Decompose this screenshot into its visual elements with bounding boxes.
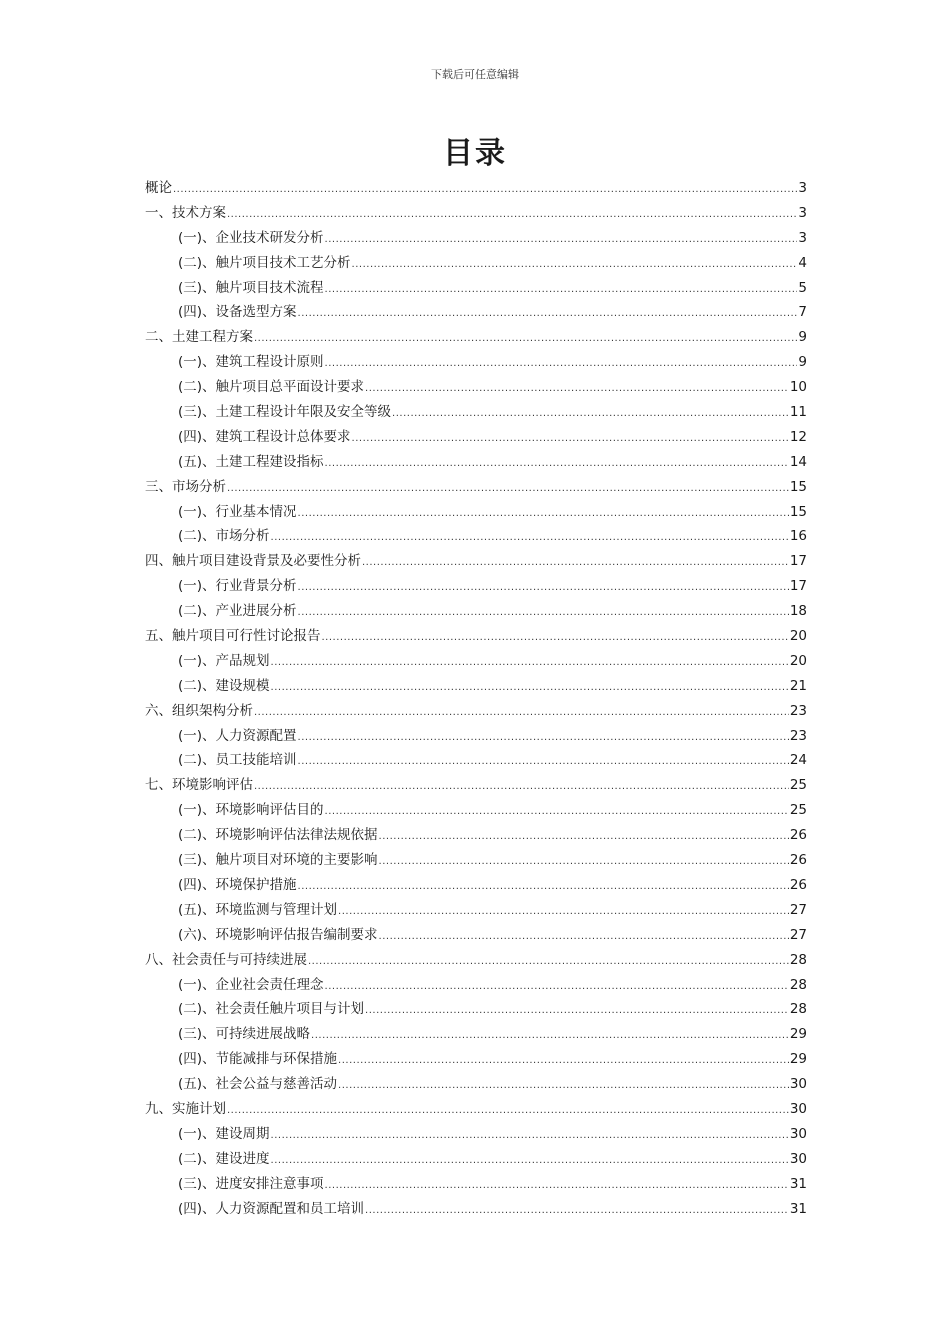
toc-entry[interactable]	[145, 300, 807, 325]
toc-dot-leader	[325, 278, 798, 303]
toc-entry-page-number: 16	[789, 528, 807, 545]
toc-dot-leader	[227, 1099, 789, 1124]
toc-entry-label: (三)、土建工程设计年限及安全等级	[178, 404, 392, 421]
toc-entry-page-number: 3	[798, 229, 807, 246]
toc-entry[interactable]	[145, 973, 807, 998]
toc-dot-leader	[325, 452, 789, 477]
toc-entry[interactable]	[145, 176, 807, 201]
toc-entry-label: (一)、行业基本情况	[178, 503, 297, 520]
toc-entry-page-number: 30	[789, 1100, 807, 1117]
toc-dot-leader	[352, 253, 798, 278]
toc-dot-leader	[271, 1124, 789, 1149]
toc-dot-leader	[298, 875, 789, 900]
toc-entry[interactable]	[145, 823, 807, 848]
toc-entry-label: 三、市场分析	[145, 478, 226, 495]
toc-entry-page-number: 17	[789, 578, 807, 595]
toc-entry[interactable]	[145, 798, 807, 823]
toc-dot-leader	[271, 651, 789, 676]
toc-entry-label: (一)、建筑工程设计原则	[178, 354, 324, 371]
toc-entry-label: (二)、建设规模	[178, 677, 270, 694]
toc-dot-leader	[227, 203, 797, 228]
toc-entry-page-number: 25	[789, 802, 807, 819]
toc-entry-label: (一)、人力资源配置	[178, 727, 297, 744]
toc-entry[interactable]	[145, 400, 807, 425]
toc-entry-page-number: 23	[789, 727, 807, 744]
toc-dot-leader	[227, 477, 789, 502]
toc-dot-leader	[379, 825, 789, 850]
toc-entry[interactable]	[145, 1022, 807, 1047]
toc-entry-label: 概论	[145, 180, 172, 196]
toc-entry-page-number: 24	[789, 752, 807, 769]
toc-entry[interactable]	[145, 574, 807, 599]
toc-entry-label: (二)、员工技能培训	[178, 752, 297, 769]
toc-dot-leader	[379, 925, 789, 950]
toc-entry-label: (五)、社会公益与慈善活动	[178, 1076, 338, 1093]
toc-entry-label: (三)、触片项目对环境的主要影响	[178, 852, 378, 869]
toc-entry-page-number: 3	[798, 180, 807, 196]
toc-entry[interactable]	[145, 1197, 807, 1222]
toc-entry-label: (四)、环境保护措施	[178, 876, 297, 893]
toc-dot-leader	[325, 228, 798, 253]
toc-dot-leader	[308, 950, 789, 975]
toc-entry-label: (三)、触片项目技术流程	[178, 279, 324, 296]
toc-entry-label: 五、触片项目可行性讨论报告	[145, 628, 321, 645]
toc-dot-leader	[254, 775, 789, 800]
toc-dot-leader	[271, 526, 789, 551]
toc-entry-page-number: 5	[798, 279, 807, 296]
toc-entry-label: 八、社会责任与可持续进展	[145, 951, 307, 968]
toc-dot-leader	[311, 1024, 789, 1049]
toc-entry[interactable]	[145, 425, 807, 450]
toc-entry-label: (三)、进度安排注意事项	[178, 1175, 324, 1192]
toc-entry-page-number: 31	[789, 1200, 807, 1217]
toc-entry-label: (四)、人力资源配置和员工培训	[178, 1200, 365, 1217]
toc-entry-label: (三)、可持续进展战略	[178, 1026, 311, 1043]
toc-entry-label: (二)、环境影响评估法律法规依据	[178, 827, 378, 844]
toc-entry[interactable]	[145, 873, 807, 898]
toc-entry[interactable]	[145, 1147, 807, 1172]
toc-entry-page-number: 9	[798, 354, 807, 371]
toc-dot-leader	[325, 975, 789, 1000]
toc-dot-leader	[271, 1149, 789, 1174]
toc-entry-label: (二)、市场分析	[178, 528, 270, 545]
toc-entry[interactable]	[145, 1047, 807, 1072]
toc-entry[interactable]	[145, 226, 807, 251]
toc-dot-leader	[254, 327, 797, 352]
toc-entry-page-number: 3	[798, 204, 807, 221]
toc-entry[interactable]	[145, 549, 807, 574]
toc-dot-leader	[325, 800, 789, 825]
toc-entry[interactable]	[145, 674, 807, 699]
toc-dot-leader	[298, 750, 789, 775]
toc-entry-page-number: 20	[789, 652, 807, 669]
toc-entry[interactable]	[145, 450, 807, 475]
toc-entry-page-number: 27	[789, 901, 807, 918]
toc-entry[interactable]	[145, 524, 807, 549]
toc-entry-label: (一)、建设周期	[178, 1125, 270, 1142]
toc-entry-page-number: 4	[798, 254, 807, 271]
toc-entry-label: 一、技术方案	[145, 204, 226, 221]
toc-dot-leader	[365, 377, 789, 402]
toc-entry-page-number: 7	[798, 304, 807, 321]
toc-entry[interactable]	[145, 350, 807, 375]
toc-entry-page-number: 17	[789, 553, 807, 570]
toc-entry-page-number: 28	[789, 976, 807, 993]
toc-dot-leader	[298, 726, 789, 751]
toc-entry[interactable]	[145, 848, 807, 873]
toc-entry-page-number: 15	[789, 503, 807, 520]
toc-entry-label: 七、环境影响评估	[145, 777, 253, 794]
toc-entry-label: (四)、设备选型方案	[178, 304, 297, 321]
toc-dot-leader	[365, 1199, 789, 1224]
toc-entry-label: (二)、触片项目技术工艺分析	[178, 254, 351, 271]
toc-dot-leader	[298, 601, 789, 626]
toc-dot-leader	[298, 502, 789, 527]
toc-entry-label: (一)、企业社会责任理念	[178, 976, 324, 993]
page-header: 下载后可任意编辑	[431, 68, 519, 81]
toc-dot-leader	[338, 900, 789, 925]
toc-entry-label: 四、触片项目建设背景及必要性分析	[145, 553, 361, 570]
toc-entry[interactable]	[145, 325, 807, 350]
toc-entry[interactable]	[145, 923, 807, 948]
toc-entry[interactable]	[145, 898, 807, 923]
toc-entry-page-number: 29	[789, 1026, 807, 1043]
toc-entry-page-number: 26	[789, 852, 807, 869]
toc-entry-label: 六、组织架构分析	[145, 702, 253, 719]
toc-entry-label: (四)、建筑工程设计总体要求	[178, 428, 351, 445]
toc-entry-page-number: 28	[789, 1001, 807, 1018]
toc-entry[interactable]	[145, 1097, 807, 1122]
toc-entry-label: (二)、社会责任触片项目与计划	[178, 1001, 365, 1018]
toc-entry-page-number: 11	[789, 404, 807, 421]
toc-entry-label: (二)、触片项目总平面设计要求	[178, 379, 365, 396]
toc-entry-label: (五)、环境监测与管理计划	[178, 901, 338, 918]
toc-entry-label: (四)、节能减排与环保措施	[178, 1051, 338, 1068]
toc-entry-page-number: 28	[789, 951, 807, 968]
toc-entry[interactable]	[145, 276, 807, 301]
toc-entry-page-number: 21	[789, 677, 807, 694]
toc-entry-label: (五)、土建工程建设指标	[178, 453, 324, 470]
toc-entry-page-number: 25	[789, 777, 807, 794]
toc-entry[interactable]	[145, 724, 807, 749]
toc-dot-leader	[322, 626, 789, 651]
toc-entry-page-number: 30	[789, 1150, 807, 1167]
toc-dot-leader	[352, 427, 789, 452]
toc-entry-page-number: 18	[789, 603, 807, 620]
toc-entry-page-number: 9	[798, 329, 807, 346]
toc-dot-leader	[392, 402, 789, 427]
toc-dot-leader	[325, 1174, 789, 1199]
toc-entry-page-number: 12	[789, 428, 807, 445]
toc-entry[interactable]	[145, 500, 807, 525]
toc-dot-leader	[365, 999, 789, 1024]
toc-entry[interactable]	[145, 699, 807, 724]
toc-entry[interactable]	[145, 997, 807, 1022]
toc-entry-page-number: 20	[789, 628, 807, 645]
toc-dot-leader	[298, 576, 789, 601]
toc-entry[interactable]	[145, 251, 807, 276]
toc-entry-label: (一)、环境影响评估目的	[178, 802, 324, 819]
toc-dot-leader	[298, 302, 798, 327]
toc-entry-page-number: 26	[789, 827, 807, 844]
toc-entry-page-number: 15	[789, 478, 807, 495]
toc-dot-leader	[325, 352, 798, 377]
toc-entry[interactable]	[145, 475, 807, 500]
toc-dot-leader	[379, 850, 789, 875]
toc-entry-label: (一)、企业技术研发分析	[178, 229, 324, 246]
toc-entry-label: (二)、产业进展分析	[178, 603, 297, 620]
toc-entry[interactable]	[145, 375, 807, 400]
page-title: 目录	[443, 136, 507, 171]
toc-entry-label: 二、土建工程方案	[145, 329, 253, 346]
toc-entry-label: (一)、产品规划	[178, 652, 270, 669]
toc-dot-leader	[254, 701, 789, 726]
toc-entry[interactable]	[145, 948, 807, 973]
toc-entry[interactable]	[145, 1172, 807, 1197]
toc-entry-page-number: 23	[789, 702, 807, 719]
toc-entry-label: (一)、行业背景分析	[178, 578, 297, 595]
toc-entry-page-number: 30	[789, 1076, 807, 1093]
toc-dot-leader	[173, 178, 797, 203]
toc-entry-page-number: 14	[789, 453, 807, 470]
toc-entry[interactable]	[145, 1072, 807, 1097]
toc-dot-leader	[338, 1049, 789, 1074]
toc-entry[interactable]	[145, 624, 807, 649]
toc-dot-leader	[338, 1074, 789, 1099]
toc-entry-label: 九、实施计划	[145, 1100, 226, 1117]
toc-entry-page-number: 31	[789, 1175, 807, 1192]
toc-entry-page-number: 26	[789, 876, 807, 893]
toc-entry[interactable]	[145, 201, 807, 226]
toc-entry-page-number: 30	[789, 1125, 807, 1142]
toc-entry[interactable]	[145, 599, 807, 624]
toc-entry-label: (二)、建设进度	[178, 1150, 270, 1167]
toc-dot-leader	[362, 551, 789, 576]
toc-entry-label: (六)、环境影响评估报告编制要求	[178, 926, 378, 943]
table-of-contents	[145, 176, 807, 1221]
toc-dot-leader	[271, 676, 789, 701]
toc-entry-page-number: 27	[789, 926, 807, 943]
toc-entry-page-number: 29	[789, 1051, 807, 1068]
toc-entry[interactable]	[145, 1122, 807, 1147]
toc-entry[interactable]	[145, 773, 807, 798]
toc-entry[interactable]	[145, 748, 807, 773]
toc-entry-page-number: 10	[789, 379, 807, 396]
toc-entry[interactable]	[145, 649, 807, 674]
